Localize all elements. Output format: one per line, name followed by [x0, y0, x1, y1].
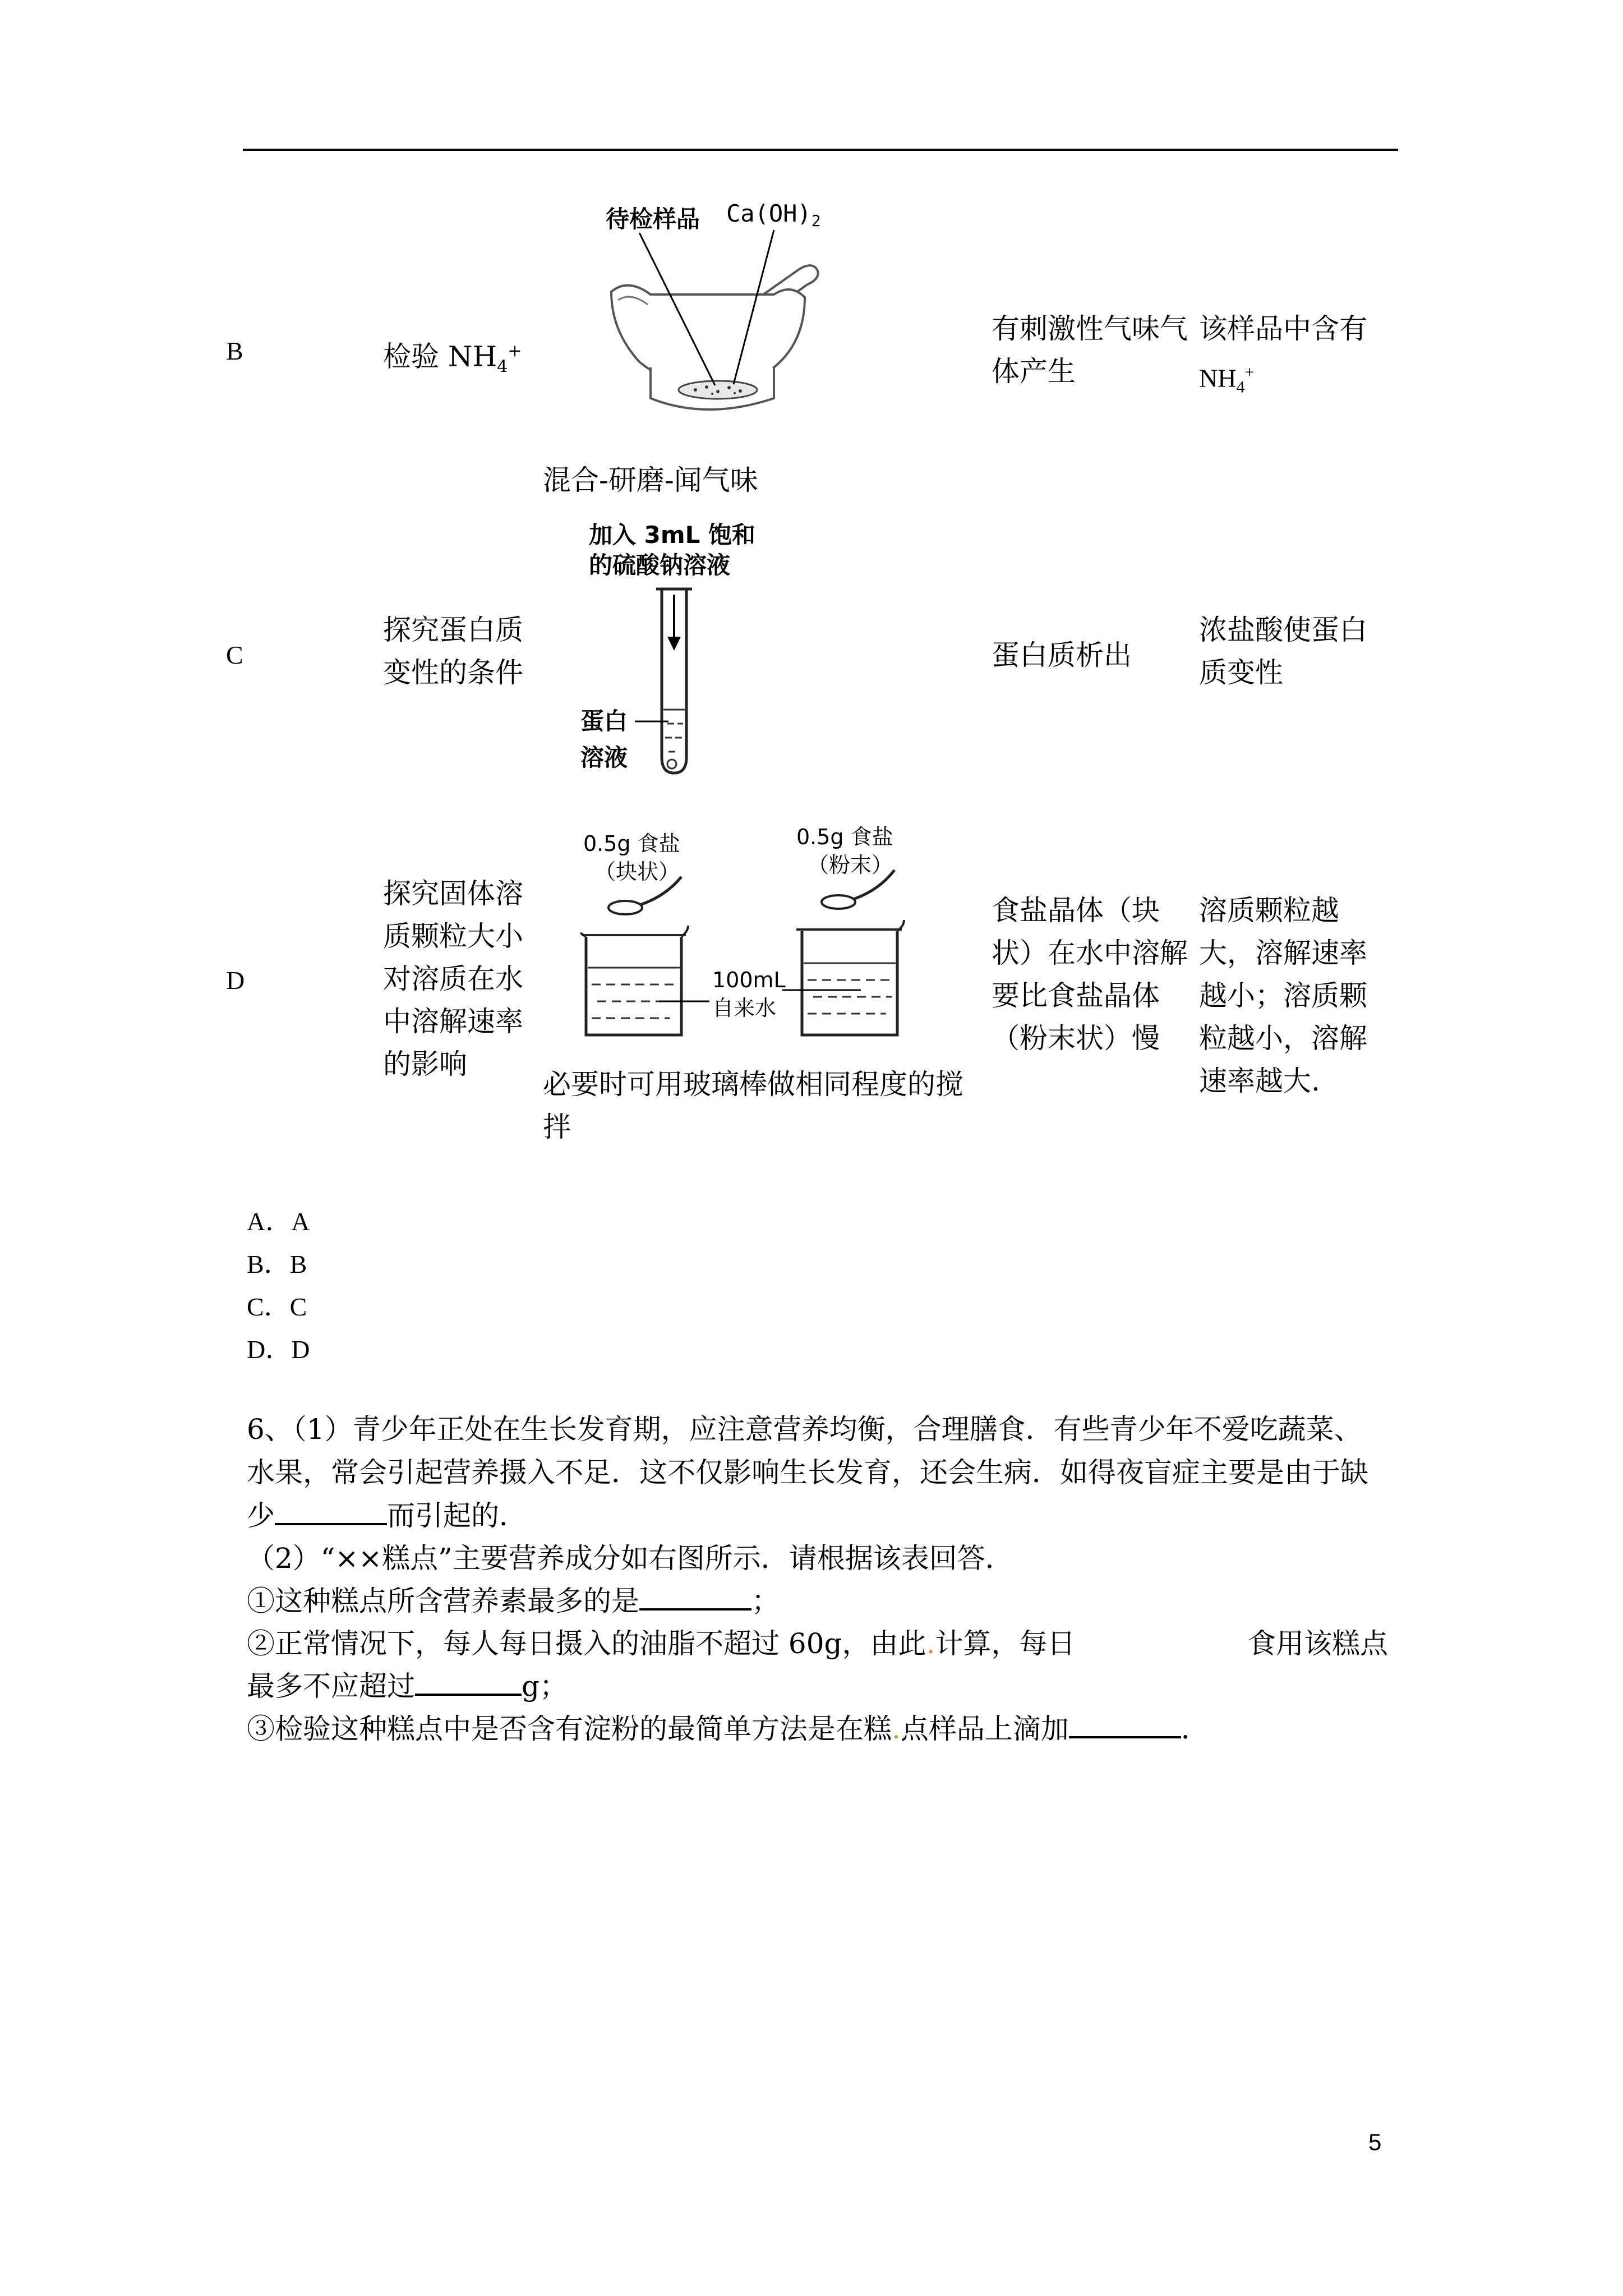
row-c-purpose: 探究蛋白质变性的条件 [383, 614, 523, 689]
q6-part1-line2: 水果，常会引起营养摄入不足．这不仅影响生长发育，还会生病．如得夜盲症主要是由于缺 [247, 1456, 1368, 1489]
row-b-phenomenon: 有刺激性气味气体产生 [992, 312, 1188, 388]
label-sample: 待检样品 [606, 205, 700, 233]
q6-q2-line1-right: 食用该糕点 [1248, 1627, 1388, 1660]
answer-blank-4[interactable] [1069, 1709, 1181, 1738]
answer-blank-3[interactable] [415, 1667, 522, 1696]
header-rule [243, 149, 1398, 151]
q6-q1: ①这种糕点所含营养素最多的是 ； [247, 1580, 780, 1622]
row-c-phenomenon: 蛋白质析出 [992, 639, 1132, 671]
answer-blank-2[interactable] [639, 1581, 751, 1611]
label-reagent: Ca(OH)2 [726, 200, 821, 230]
label-left-1: 0.5g 食盐 [583, 831, 680, 856]
option-c[interactable]: C．C [247, 1292, 307, 1321]
row-c-letter: C [226, 641, 243, 669]
test-tube-figure [572, 516, 808, 780]
label-left-2: （块状） [594, 859, 680, 884]
row-b-purpose: 检验 $NH_4^+$ [383, 340, 522, 377]
label-right-1: 0.5g 食盐 [796, 825, 893, 849]
q6-part1-line1: 6、（1）青少年正处在生长发育期，应注意营养均衡，合理膳食．有些青少年不爱吃蔬菜、 [247, 1413, 1362, 1446]
mortar-figure [606, 199, 841, 435]
row-c-conclusion: 浓盐酸使蛋白质变性 [1199, 614, 1367, 689]
label-water-1: 100mL [712, 968, 786, 992]
row-d-conclusion: 溶质颗粒越大，溶解速率越小；溶质颗粒越小，溶解速率越大. [1199, 894, 1367, 1097]
row-d-phenomenon: 食盐晶体（块状）在水中溶解要比食盐晶体（粉末状）慢 [992, 894, 1188, 1055]
q6-q3: ③检验这种糕点中是否含有淀粉的最简单方法是在糕.点样品上滴加 ． [247, 1708, 1209, 1750]
beakers-figure [569, 816, 917, 1046]
row-d-caption: 必要时可用玻璃棒做相同程度的搅拌 [543, 1068, 963, 1143]
row-d-purpose: 探究固体溶质颗粒大小对溶质在水中溶解速率的影响 [383, 877, 523, 1080]
q6-q2-line1-left: ②正常情况下，每人每日摄入的油脂不超过 60g，由此.计算，每日 [247, 1627, 1076, 1660]
option-a[interactable]: A．A [247, 1207, 310, 1236]
label-top-1: 加入 3mL 饱和 [589, 521, 755, 549]
answer-blank-1[interactable] [275, 1496, 387, 1525]
row-b-conclusion-line1: 该样品中含有 [1199, 312, 1367, 345]
label-right-2: （粉末） [808, 853, 893, 877]
option-d[interactable]: D．D [247, 1335, 310, 1364]
option-b[interactable]: B．B [247, 1250, 307, 1278]
q6-part2: （2）“××糕点”主要营养成分如右图所示．请根据该表回答． [247, 1542, 1013, 1575]
row-b-conclusion-line2: $NH_4^+$ [1199, 363, 1255, 397]
page-number: 5 [1368, 2129, 1382, 2155]
q6-part1-line3: 少 而引起的． [247, 1494, 527, 1537]
q6-q2-line2: 最多不应超过 g； [247, 1665, 568, 1708]
label-water-2: 自来水 [712, 996, 777, 1020]
label-top-2: 的硫酸钠溶液 [589, 551, 731, 579]
row-d-letter: D [226, 966, 245, 995]
label-protein-2: 溶液 [580, 744, 628, 771]
row-b-letter: B [226, 337, 243, 365]
row-b-caption: 混合-研磨-闻气味 [543, 464, 758, 496]
label-protein-1: 蛋白 [580, 707, 628, 735]
